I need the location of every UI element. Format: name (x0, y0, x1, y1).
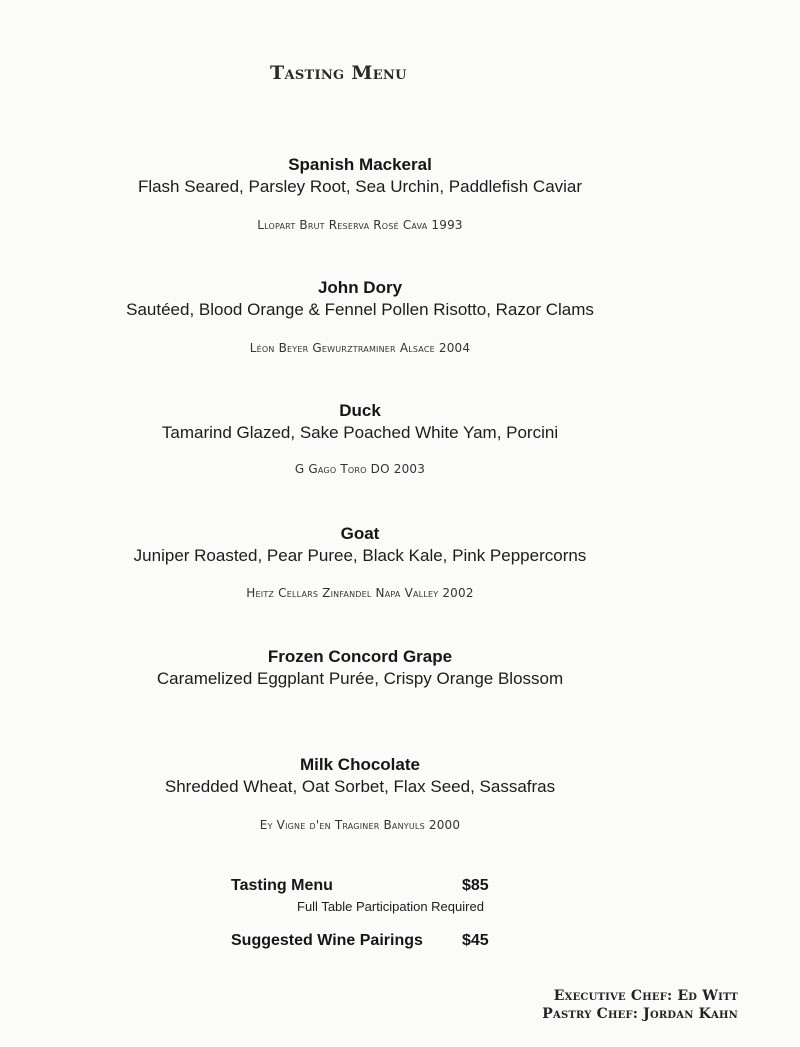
executive-chef: Executive Chef: Ed Witt (553, 988, 738, 1004)
dish-description: Caramelized Eggplant Purée, Crispy Orange Blossom (156, 669, 564, 688)
dish-description: Flash Seared, Parsley Root, Sea Urchin, Paddlefish Caviar (137, 177, 583, 196)
course-milk-chocolate (0, 754, 720, 798)
dish-name: Frozen Concord Grape (267, 647, 453, 666)
course-frozen-concord-grape (0, 646, 720, 690)
wine-pairing: Léon Beyer Gewurztraminer Alsace 2004 (249, 341, 471, 355)
dish-description: Shredded Wheat, Oat Sorbet, Flax Seed, Sassafras (164, 777, 556, 796)
dish-name: John Dory (317, 278, 403, 297)
wine-pairing: Ey Vigne d'en Traginer Banyuls 2000 (259, 818, 461, 832)
dish-description: Juniper Roasted, Pear Puree, Black Kale, Pink Peppercorns (133, 546, 587, 565)
menu-title: Tasting Menu (270, 62, 407, 84)
course-john-dory (0, 277, 720, 321)
course-spanish-mackeral (0, 154, 720, 198)
dish-name: Milk Chocolate (300, 755, 420, 774)
dish-name: Spanish Mackeral (288, 155, 432, 174)
wine-pairings-price: $45 (462, 932, 489, 949)
wine-pairing: Llopart Brut Reserva Rosé Cava 1993 (257, 218, 463, 232)
pastry-chef: Pastry Chef: Jordan Kahn (542, 1006, 738, 1022)
dish-description: Sautéed, Blood Orange & Fennel Pollen Risotto, Razor Clams (126, 300, 594, 319)
course-duck (0, 400, 720, 444)
dish-description: Tamarind Glazed, Sake Poached White Yam, Porcini (161, 423, 559, 442)
wine-pairing: Heitz Cellars Zinfandel Napa Valley 2002 (246, 586, 474, 600)
tasting-menu-label: Tasting Menu (231, 877, 333, 894)
dish-name: Goat (340, 524, 380, 543)
tasting-menu-price: $85 (462, 877, 489, 894)
wine-pairing: G Gago Toro DO 2003 (294, 462, 426, 476)
wine-pairings-label: Suggested Wine Pairings (231, 932, 423, 949)
course-goat (0, 523, 720, 567)
dish-name: Duck (339, 401, 381, 420)
tasting-menu-note: Full Table Participation Required (297, 899, 484, 914)
